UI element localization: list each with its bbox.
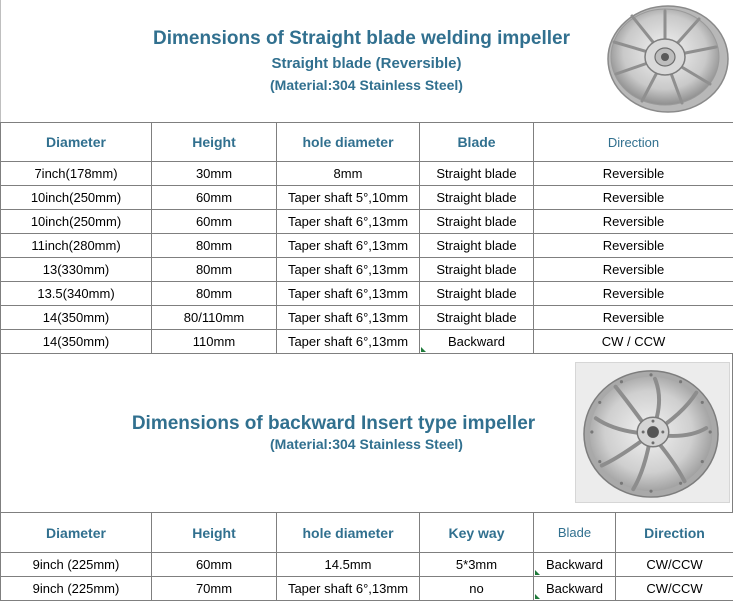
table-row — [1, 553, 733, 577]
table-cell-diameter — [1, 210, 152, 234]
table-cell-hole-diameter — [277, 210, 420, 234]
table-cell-blade — [420, 282, 534, 306]
cell-text: Reversible — [602, 190, 665, 205]
table-row — [1, 162, 733, 186]
table-cell-hole-diameter — [277, 186, 420, 210]
cell-text: 110mm — [192, 334, 236, 349]
cell-text: Straight blade — [436, 166, 517, 181]
table-row — [1, 306, 733, 330]
table-cell-direction — [534, 210, 733, 234]
table-row — [1, 282, 733, 306]
table-cell-direction — [534, 258, 733, 282]
cell-text: Reversible — [602, 214, 665, 229]
table-row — [1, 234, 733, 258]
table-cell-height — [152, 210, 277, 234]
straight-blade-spec-table — [0, 122, 733, 354]
cell-text: 80mm — [195, 238, 233, 253]
cell-text: no — [469, 581, 484, 596]
table-cell-key-way — [420, 577, 534, 601]
table-cell-key-way — [420, 553, 534, 577]
cell-text: Straight blade — [436, 190, 517, 205]
table-cell-hole-diameter — [277, 306, 420, 330]
backward-insert-impeller-image — [575, 362, 730, 503]
cell-text: 7inch(178mm) — [34, 166, 118, 181]
cell-text: Reversible — [602, 262, 665, 277]
cell-text: 10inch(250mm) — [30, 214, 122, 229]
cell-text: CW/CCW — [646, 557, 703, 572]
column-header-blade: Blade — [534, 513, 616, 553]
table-cell-direction — [534, 186, 733, 210]
cell-comment-marker — [535, 570, 540, 575]
table-cell-diameter — [1, 234, 152, 258]
table-cell-height — [152, 330, 277, 354]
table-row — [1, 577, 733, 601]
table-cell-blade — [534, 577, 616, 601]
table-cell-height — [152, 282, 277, 306]
table-cell-diameter — [1, 577, 152, 601]
table-cell-direction — [534, 306, 733, 330]
cell-text: Taper shaft 5°,10mm — [287, 190, 409, 205]
column-header-direction: Direction — [534, 123, 733, 162]
table-cell-hole-diameter — [277, 258, 420, 282]
cell-text: 60mm — [195, 214, 233, 229]
table-cell-diameter — [1, 258, 152, 282]
column-header-diameter: Diameter — [1, 123, 152, 162]
table-cell-blade — [420, 186, 534, 210]
section2-material: (Material:304 Stainless Steel) — [270, 436, 463, 452]
column-header-blade: Blade — [420, 123, 534, 162]
column-header-hole-diameter: hole diameter — [277, 513, 420, 553]
table-cell-direction — [534, 162, 733, 186]
cell-text: Straight blade — [436, 262, 517, 277]
table-cell-diameter — [1, 330, 152, 354]
table-cell-hole-diameter — [277, 577, 420, 601]
cell-text: 80/110mm — [183, 310, 245, 325]
cell-text: Backward — [545, 557, 604, 572]
cell-text: 14.5mm — [324, 557, 372, 572]
section1-material: (Material:304 Stainless Steel) — [270, 77, 463, 93]
table-cell-hole-diameter — [277, 330, 420, 354]
cell-comment-marker — [421, 347, 426, 352]
table-cell-blade — [420, 258, 534, 282]
table-cell-height — [152, 258, 277, 282]
section2-title: Dimensions of backward Insert type impeller — [131, 413, 536, 434]
table-cell-hole-diameter — [277, 162, 420, 186]
section1-subtitle: Straight blade (Reversible) — [271, 55, 462, 72]
cell-text: Taper shaft 6°,13mm — [287, 310, 409, 325]
table-header-row — [1, 123, 733, 162]
table-cell-diameter — [1, 282, 152, 306]
cell-text: 13(330mm) — [42, 262, 110, 277]
column-header-height: Height — [152, 123, 277, 162]
column-header-direction: Direction — [616, 513, 733, 553]
table-cell-hole-diameter — [277, 234, 420, 258]
cell-text: Taper shaft 6°,13mm — [287, 262, 409, 277]
cell-comment-marker — [535, 594, 540, 599]
table-cell-blade — [534, 553, 616, 577]
table-cell-hole-diameter — [277, 282, 420, 306]
cell-text: 30mm — [195, 166, 233, 181]
table-cell-direction — [534, 282, 733, 306]
table-cell-height — [152, 186, 277, 210]
table-cell-height — [152, 553, 277, 577]
cell-text: 60mm — [195, 557, 233, 572]
cell-text: Taper shaft 6°,13mm — [287, 334, 409, 349]
column-header-height: Height — [152, 513, 277, 553]
cell-text: Backward — [447, 334, 506, 349]
table-cell-direction — [616, 553, 733, 577]
table-cell-blade — [420, 330, 534, 354]
cell-text: Reversible — [602, 238, 665, 253]
cell-text: Reversible — [602, 310, 665, 325]
table-cell-direction — [616, 577, 733, 601]
table-cell-diameter — [1, 162, 152, 186]
cell-text: Taper shaft 6°,13mm — [287, 286, 409, 301]
section1-title: Dimensions of Straight blade welding impeller — [152, 28, 570, 49]
table-cell-diameter — [1, 553, 152, 577]
cell-text: 8mm — [333, 166, 363, 181]
column-header-hole-diameter: hole diameter — [277, 123, 420, 162]
cell-text: Taper shaft 6°,13mm — [287, 214, 409, 229]
cell-text: 14(350mm) — [42, 334, 110, 349]
cell-text: 9inch (225mm) — [32, 581, 120, 596]
table-cell-height — [152, 162, 277, 186]
table-row — [1, 210, 733, 234]
column-header-key-way: Key way — [420, 513, 534, 553]
table-cell-diameter — [1, 186, 152, 210]
table-row — [1, 258, 733, 282]
table-cell-blade — [420, 162, 534, 186]
table-cell-height — [152, 577, 277, 601]
cell-text: Reversible — [602, 286, 665, 301]
cell-text: Straight blade — [436, 238, 517, 253]
cell-text: CW / CCW — [601, 334, 666, 349]
cell-text: Straight blade — [436, 214, 517, 229]
table-cell-diameter — [1, 306, 152, 330]
table-cell-height — [152, 306, 277, 330]
table-cell-blade — [420, 234, 534, 258]
table-header-row — [1, 513, 733, 553]
cell-text: Straight blade — [436, 310, 517, 325]
cell-text: Taper shaft 6°,13mm — [287, 238, 409, 253]
cell-text: 10inch(250mm) — [30, 190, 122, 205]
table-cell-height — [152, 234, 277, 258]
table-row — [1, 186, 733, 210]
table-cell-direction — [534, 330, 733, 354]
cell-text: 14(350mm) — [42, 310, 110, 325]
column-header-diameter: Diameter — [1, 513, 152, 553]
cell-text: Backward — [545, 581, 604, 596]
backward-insert-spec-table — [0, 512, 733, 601]
cell-text: 13.5(340mm) — [37, 286, 115, 301]
cell-text: 70mm — [195, 581, 233, 596]
table-cell-direction — [534, 234, 733, 258]
cell-text: 9inch (225mm) — [32, 557, 120, 572]
cell-text: Taper shaft 6°,13mm — [287, 581, 409, 596]
cell-text: CW/CCW — [646, 581, 703, 596]
cell-text: Reversible — [602, 166, 665, 181]
cell-text: 60mm — [195, 190, 233, 205]
cell-text: 80mm — [195, 286, 233, 301]
cell-text: 11inch(280mm) — [31, 238, 121, 253]
cell-text: 80mm — [195, 262, 233, 277]
table-cell-blade — [420, 306, 534, 330]
cell-text: Straight blade — [436, 286, 517, 301]
cell-text: 5*3mm — [455, 557, 498, 572]
table-row — [1, 330, 733, 354]
straight-blade-impeller-image — [602, 2, 732, 117]
table-cell-hole-diameter — [277, 553, 420, 577]
table-cell-blade — [420, 210, 534, 234]
